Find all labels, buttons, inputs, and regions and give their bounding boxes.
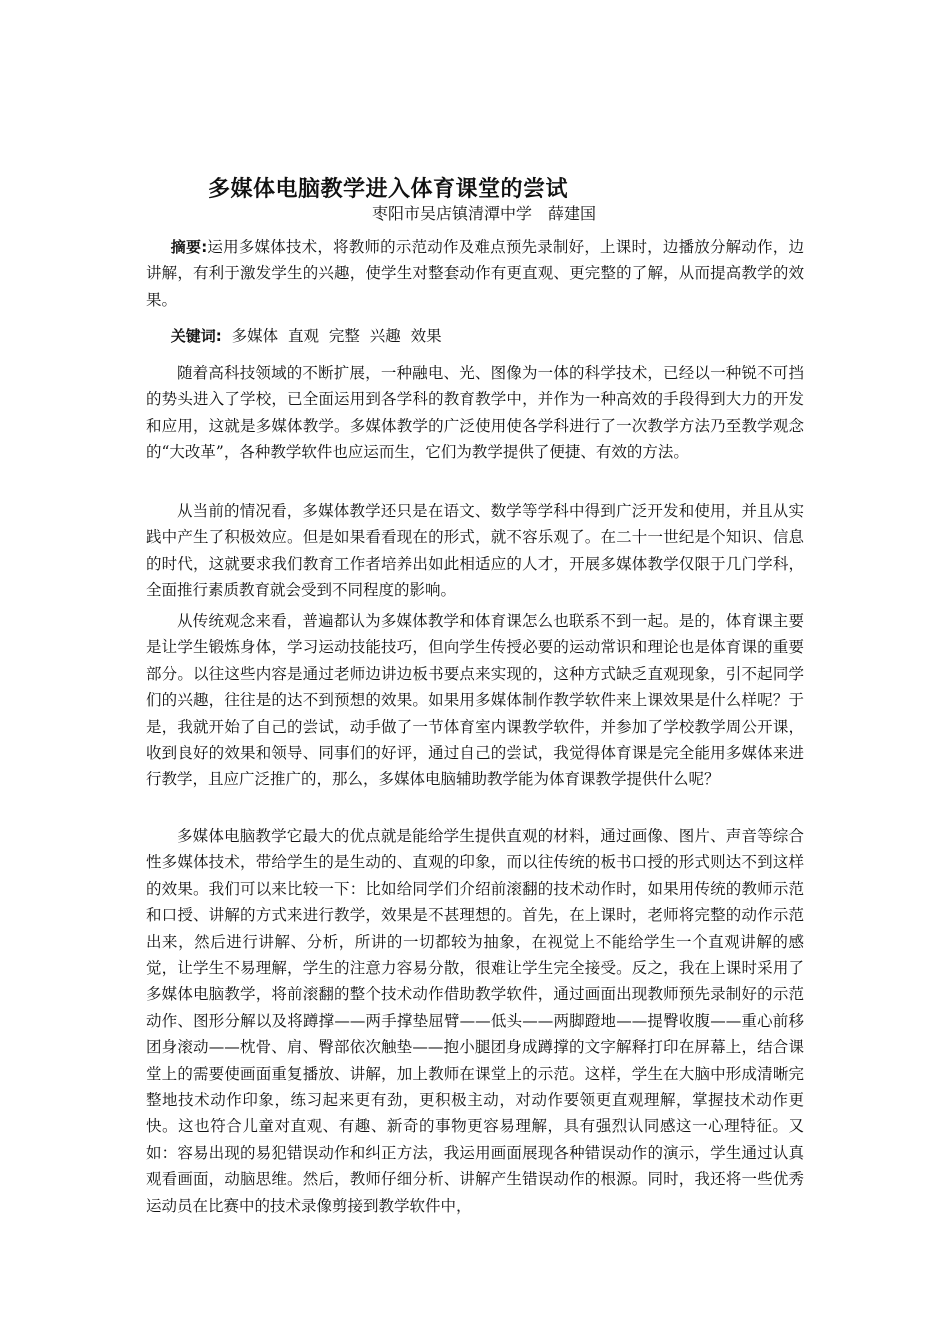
abstract-text: 运用多媒体技术，将教师的示范动作及难点预先录制好，上课时，边播放分解动作，边讲解，有利于激发学生的兴趣，使学生对整套动作有更直观、更完整的了解，从而提高教学的效果。 xyxy=(146,238,804,309)
abstract-label: 摘要: xyxy=(170,238,208,256)
keywords-text: 多媒体 直观 完整 兴趣 效果 xyxy=(221,327,442,345)
body-paragraph-1: 随着高科技领域的不断扩展，一种融电、光、图像为一体的科学技术，已经以一种锐不可挡的势头进入了学校，已全面运用到各学科的教育教学中，并作为一种高效的手段得到大力的开发和应用，这就是多媒体教学。多媒体教学的广泛使用使各学科进行了一次教学方法乃至教学观念的“大改革”，各种教学软件也应运而生，它们为教学提供了便捷、有效的方法。 xyxy=(146,364,804,462)
author-line: 枣阳市吴店镇清潭中学 薛建国 xyxy=(372,204,597,223)
body-paragraph-4: 多媒体电脑教学它最大的优点就是能给学生提供直观的材料，通过画像、图片、声音等综合性多媒体技术，带给学生的是生动的、直观的印象，而以往传统的板书口授的形式则达不到这样的效果。我们可以来比较一下：比如给同学们介绍前滚翻的技术动作时，如果用传统的教师示范和口授、讲解的方式来进行教学，效果是不甚理想的。首先，在上课时，老师将完整的动作示范出来，然后进行讲解、分析，所讲的一切都较为抽象，在视觉上不能给学生一个直观讲解的感觉，让学生不易理解，学生的注意力容易分散，很难让学生完全接受。反之，我在上课时采用了多媒体电脑教学，将前滚翻的整个技术动作借助教学软件，通过画面出现教师预先录制好的示范动作、图形分解以及将蹲撑——两手撑垫屈臂——低头——两脚蹬地——提臀收腹——重心前移团身滚动——枕骨、肩、臀部依次触垫——抱小腿团身成蹲撑的文字解释打印在屏幕上，结合课堂上的需要使画面重复播放、讲解，加上教师在课堂上的示范。这样，学生在大脑中形成清晰完整地技术动作印象，练习起来更有劲，更积极主动，对动作要领更直观理解，掌握技术动作更快。这也符合儿童对直观、有趣、新奇的事物更容易理解，具有强烈认同感这一心理特征。又如：容易出现的易犯错误动作和纠正方法，我运用画面展现各种错误动作的演示，学生通过认真观看画面，动脑思维。然后，教师仔细分析、讲解产生错误动作的根源。同时，我还将一些优秀运动员在比赛中的技术录像剪接到教学软件中， xyxy=(146,827,804,1215)
body-paragraph-3: 从传统观念来看，普遍都认为多媒体教学和体育课怎么也联系不到一起。是的，体育课主要是让学生锻炼身体，学习运动技能技巧，但向学生传授必要的运动常识和理论也是体育课的重要部分。以往这些内容是通过老师边讲边板书要点来实现的，这种方式缺乏直观现象，引不起同学们的兴趣，往往是的达不到预想的效果。如果用多媒体制作教学软件来上课效果是什么样呢？于是，我就开始了自己的尝试，动手做了一节体育室内课教学软件，并参加了学校教学周公开课，收到良好的效果和领导、同事们的好评，通过自己的尝试，我觉得体育课是完全能用多媒体来进行教学，且应广泛推广的，那么，多媒体电脑辅助教学能为体育课教学提供什么呢？ xyxy=(146,612,804,789)
abstract-paragraph xyxy=(146,234,804,313)
document-title: 多媒体电脑教学进入体育课堂的尝试 xyxy=(208,177,569,202)
body-paragraph-2: 从当前的情况看，多媒体教学还只是在语文、数学等学科中得到广泛开发和使用，并且从实践中产生了积极效应。但是如果看看现在的形式，就不容乐观了。在二十一世纪是个知识、信息的时代，这就要求我们教育工作者培养出如此相适应的人才，开展多媒体教学仅限于几门学科，全面推行素质教育就会受到不同程度的影响。 xyxy=(146,502,804,600)
keywords-label: 关键词: xyxy=(170,327,222,345)
keywords-paragraph xyxy=(146,323,804,349)
